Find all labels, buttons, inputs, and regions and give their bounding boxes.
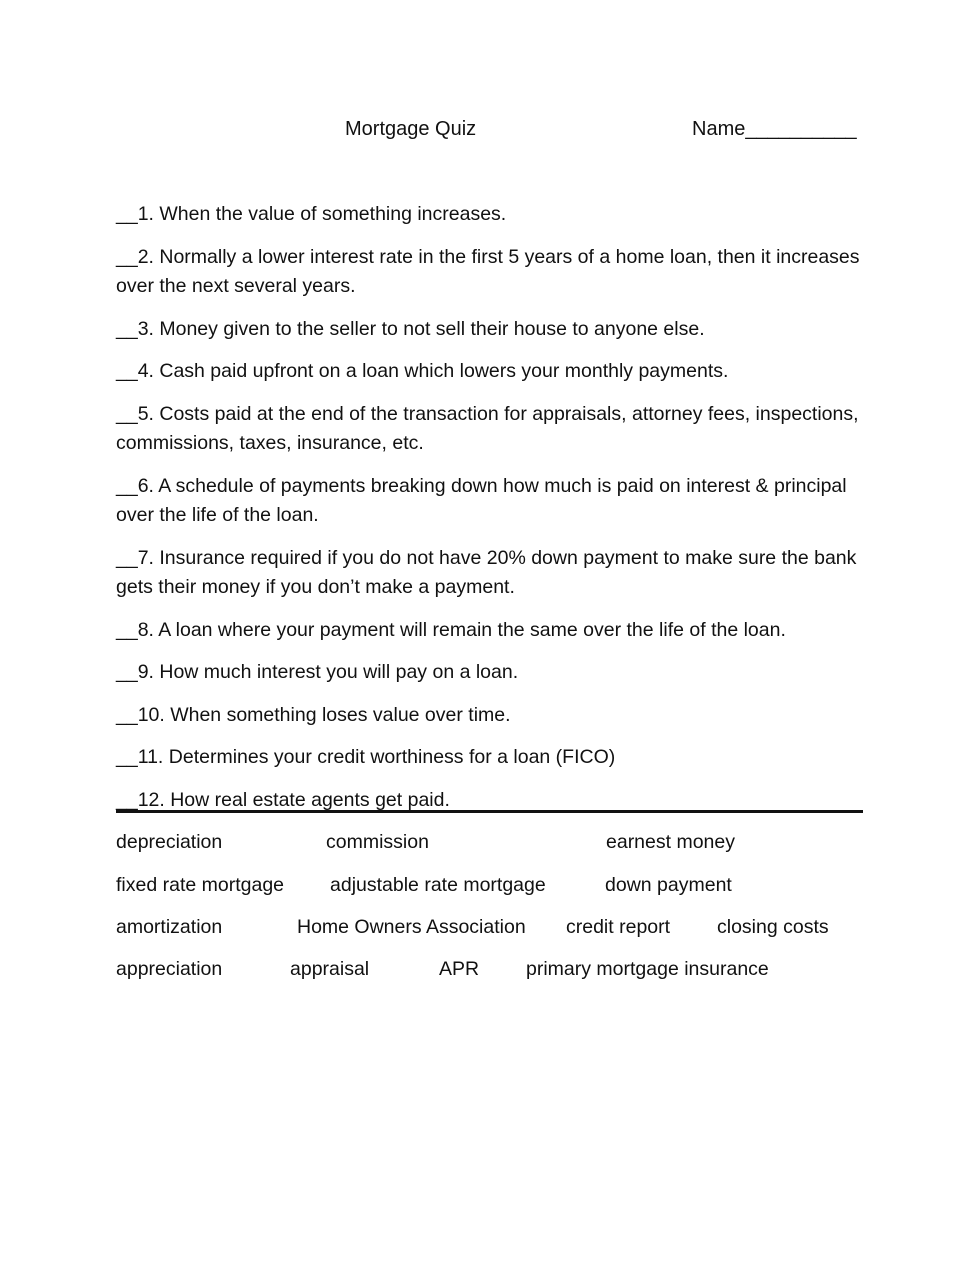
word-bank-term: primary mortgage insurance: [526, 958, 769, 980]
question-6: __6. A schedule of payments breaking down how much is paid on interest & principal over the life of the loan.: [116, 474, 847, 526]
question-12: __12. How real estate agents get paid.: [116, 788, 450, 811]
question-10: __10. When something loses value over time.: [116, 703, 511, 726]
word-bank-term: APR: [439, 958, 480, 980]
question-9: __9. How much interest you will pay on a loan.: [116, 661, 519, 683]
word-bank-term: down payment: [605, 874, 732, 896]
question-list: [116, 200, 862, 815]
word-bank-term: credit report: [566, 916, 671, 938]
question-1: __1. When the value of something increases.: [116, 203, 507, 225]
word-bank-term: commission: [326, 831, 429, 853]
word-bank-divider: [116, 810, 863, 813]
word-bank-term: appraisal: [290, 958, 370, 980]
quiz-title: Mortgage Quiz: [345, 118, 477, 140]
word-bank-term: Home Owners Association: [297, 916, 526, 938]
question-3: __3. Money given to the seller to not sell their house to anyone else.: [116, 317, 705, 340]
word-bank-term: closing costs: [717, 916, 829, 938]
question-2: __2. Normally a lower interest rate in the first 5 years of a home loan, then it increases over the next several years.: [116, 245, 860, 297]
word-bank-term: adjustable rate mortgage: [330, 874, 546, 896]
question-5: __5. Costs paid at the end of the transaction for appraisals, attorney fees, inspections, commissions, taxes, insurance, etc.: [116, 402, 859, 454]
question-8: __8. A loan where your payment will remain the same over the life of the loan.: [116, 618, 786, 641]
question-7: __7. Insurance required if you do not have 20% down payment to make sure the bank gets their money if you don’t make a payment.: [116, 546, 857, 598]
word-bank-term: appreciation: [116, 958, 223, 980]
word-bank-term: depreciation: [116, 831, 223, 853]
question-11: __11. Determines your credit worthiness for a loan (FICO): [116, 746, 616, 768]
word-bank-term: amortization: [116, 916, 223, 938]
word-bank-term: fixed rate mortgage: [116, 874, 285, 896]
question-4: __4. Cash paid upfront on a loan which lowers your monthly payments.: [116, 360, 729, 382]
word-bank-term: earnest money: [606, 831, 735, 853]
name-field-label: Name__________: [692, 118, 857, 140]
